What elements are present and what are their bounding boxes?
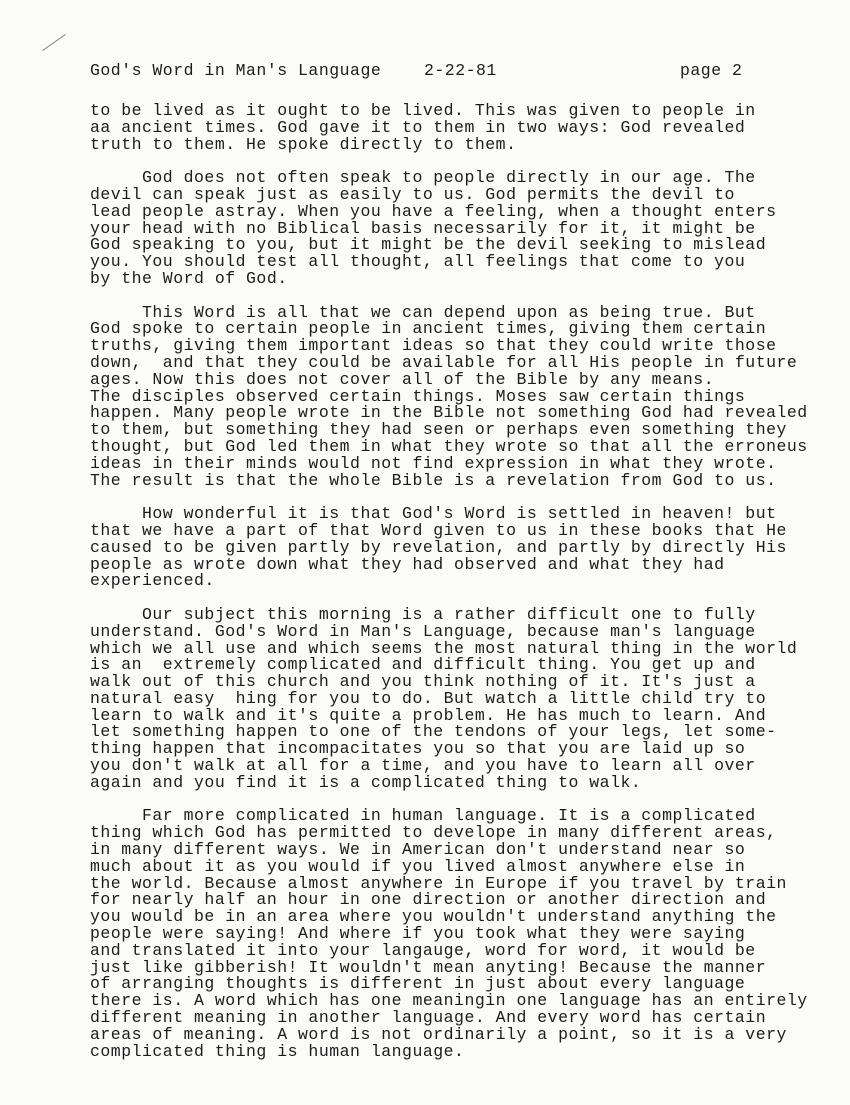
- text-line: of arranging thoughts is different in just about every language: [90, 974, 746, 994]
- text-line: in many different ways. We in American don't understand near so: [90, 840, 746, 860]
- text-line: to them, but something they had seen or perhaps even something they: [90, 420, 787, 440]
- document-date: 2-22-81: [424, 61, 497, 80]
- text-line: your head with no Biblical basis necessarily for it, it might be: [90, 218, 756, 238]
- text-line: which we all use and which seems the most natural thing in the world: [90, 638, 798, 658]
- document-title: God's Word in Man's Language: [90, 61, 382, 80]
- paragraph: [90, 506, 830, 590]
- text-line: Far more complicated in human language. It is a complicated: [90, 806, 756, 826]
- text-line: there is. A word which has one meaningin one language has an entirely: [90, 991, 808, 1011]
- text-line: truths, giving them important ideas so that they could write those: [90, 336, 777, 356]
- text-line: devil can speak just as easily to us. God permits the devil to: [90, 184, 735, 204]
- text-line: again and you find it is a complicated thing to walk.: [90, 772, 642, 792]
- text-line: Our subject this morning is a rather difficult one to fully: [90, 604, 756, 624]
- paragraph: [90, 604, 830, 792]
- pen-mark: [42, 34, 66, 51]
- text-line: thought, but God led them in what they wrote so that all the erroneus: [90, 436, 808, 456]
- text-line: people were saying! And where if you took what they were saying: [90, 924, 746, 944]
- paragraph: [90, 170, 830, 288]
- paragraph: [90, 302, 830, 490]
- text-line: walk out of this church and you think nothing of it. It's just a: [90, 672, 756, 692]
- text-line: you. You should test all thought, all feelings that come to you: [90, 252, 746, 272]
- text-line: is an extremely complicated and difficult thing. You get up and: [90, 655, 756, 675]
- text-line: happen. Many people wrote in the Bible not something God had revealed: [90, 403, 808, 423]
- text-line: down, and that they could be available for all His people in future: [90, 352, 798, 372]
- text-line: complicated thing is human language.: [90, 1041, 465, 1061]
- text-line: aa ancient times. God gave it to them in two ways: God revealed: [90, 117, 746, 137]
- text-line: natural easy hing for you to do. But watch a little child try to: [90, 688, 767, 708]
- text-line: understand. God's Word in Man's Language, because man's language: [90, 621, 756, 641]
- text-line: ages. Now this does not cover all of the Bible by any means.: [90, 369, 715, 389]
- text-line: learn to walk and it's quite a problem. He has much to learn. And: [90, 705, 767, 725]
- text-line: God does not often speak to people directly in our age. The: [90, 168, 756, 188]
- paragraph: [90, 808, 830, 1060]
- text-line: God speaking to you, but it might be the devil seeking to mislead: [90, 235, 767, 255]
- text-line: you don't walk at all for a time, and you have to learn all over: [90, 756, 756, 776]
- text-line: lead people astray. When you have a feeling, when a thought enters: [90, 201, 777, 221]
- text-line: let something happen to one of the tendons of your legs, let some-: [90, 722, 777, 742]
- text-line: caused to be given partly by revelation, and partly by directly His: [90, 537, 787, 557]
- text-line: that we have a part of that Word given to us in these books that He: [90, 520, 787, 540]
- text-line: to be lived as it ought to be lived. This was given to people in: [90, 101, 756, 120]
- text-line: truth to them. He spoke directly to them.: [90, 134, 517, 154]
- text-line: experienced.: [90, 571, 215, 591]
- text-line: The disciples observed certain things. Moses saw certain things: [90, 386, 746, 406]
- text-line: just like gibberish! It wouldn't mean anyting! Because the manner: [90, 957, 767, 977]
- text-line: thing which God has permitted to develope in many different areas,: [90, 823, 777, 843]
- text-line: much about it as you would if you lived almost anywhere else in: [90, 856, 746, 876]
- page-number: page 2: [680, 61, 743, 80]
- text-line: for nearly half an hour in one direction or another direction and: [90, 890, 767, 910]
- text-line: different meaning in another language. And every word has certain: [90, 1008, 767, 1028]
- text-line: This Word is all that we can depend upon as being true. But: [90, 302, 756, 322]
- text-line: by the Word of God.: [90, 268, 288, 288]
- text-line: God spoke to certain people in ancient times, giving them certain: [90, 319, 767, 339]
- text-line: The result is that the whole Bible is a revelation from God to us.: [90, 470, 777, 490]
- text-line: areas of meaning. A word is not ordinarily a point, so it is a very: [90, 1024, 787, 1044]
- text-line: you would be in an area where you wouldn't understand anything the: [90, 907, 777, 927]
- text-line: people as wrote down what they had observed and what they had: [90, 554, 725, 574]
- document-body: [90, 103, 830, 1077]
- paragraph: [90, 103, 830, 153]
- text-line: How wonderful it is that God's Word is settled in heaven! but: [90, 504, 777, 524]
- text-line: the world. Because almost anywhere in Europe if you travel by train: [90, 873, 787, 893]
- text-line: and translated it into your langauge, word for word, it would be: [90, 940, 756, 960]
- text-line: ideas in their minds would not find expression in what they wrote.: [90, 453, 777, 473]
- text-line: thing happen that incompacitates you so that you are laid up so: [90, 739, 746, 759]
- page-header: [90, 61, 790, 81]
